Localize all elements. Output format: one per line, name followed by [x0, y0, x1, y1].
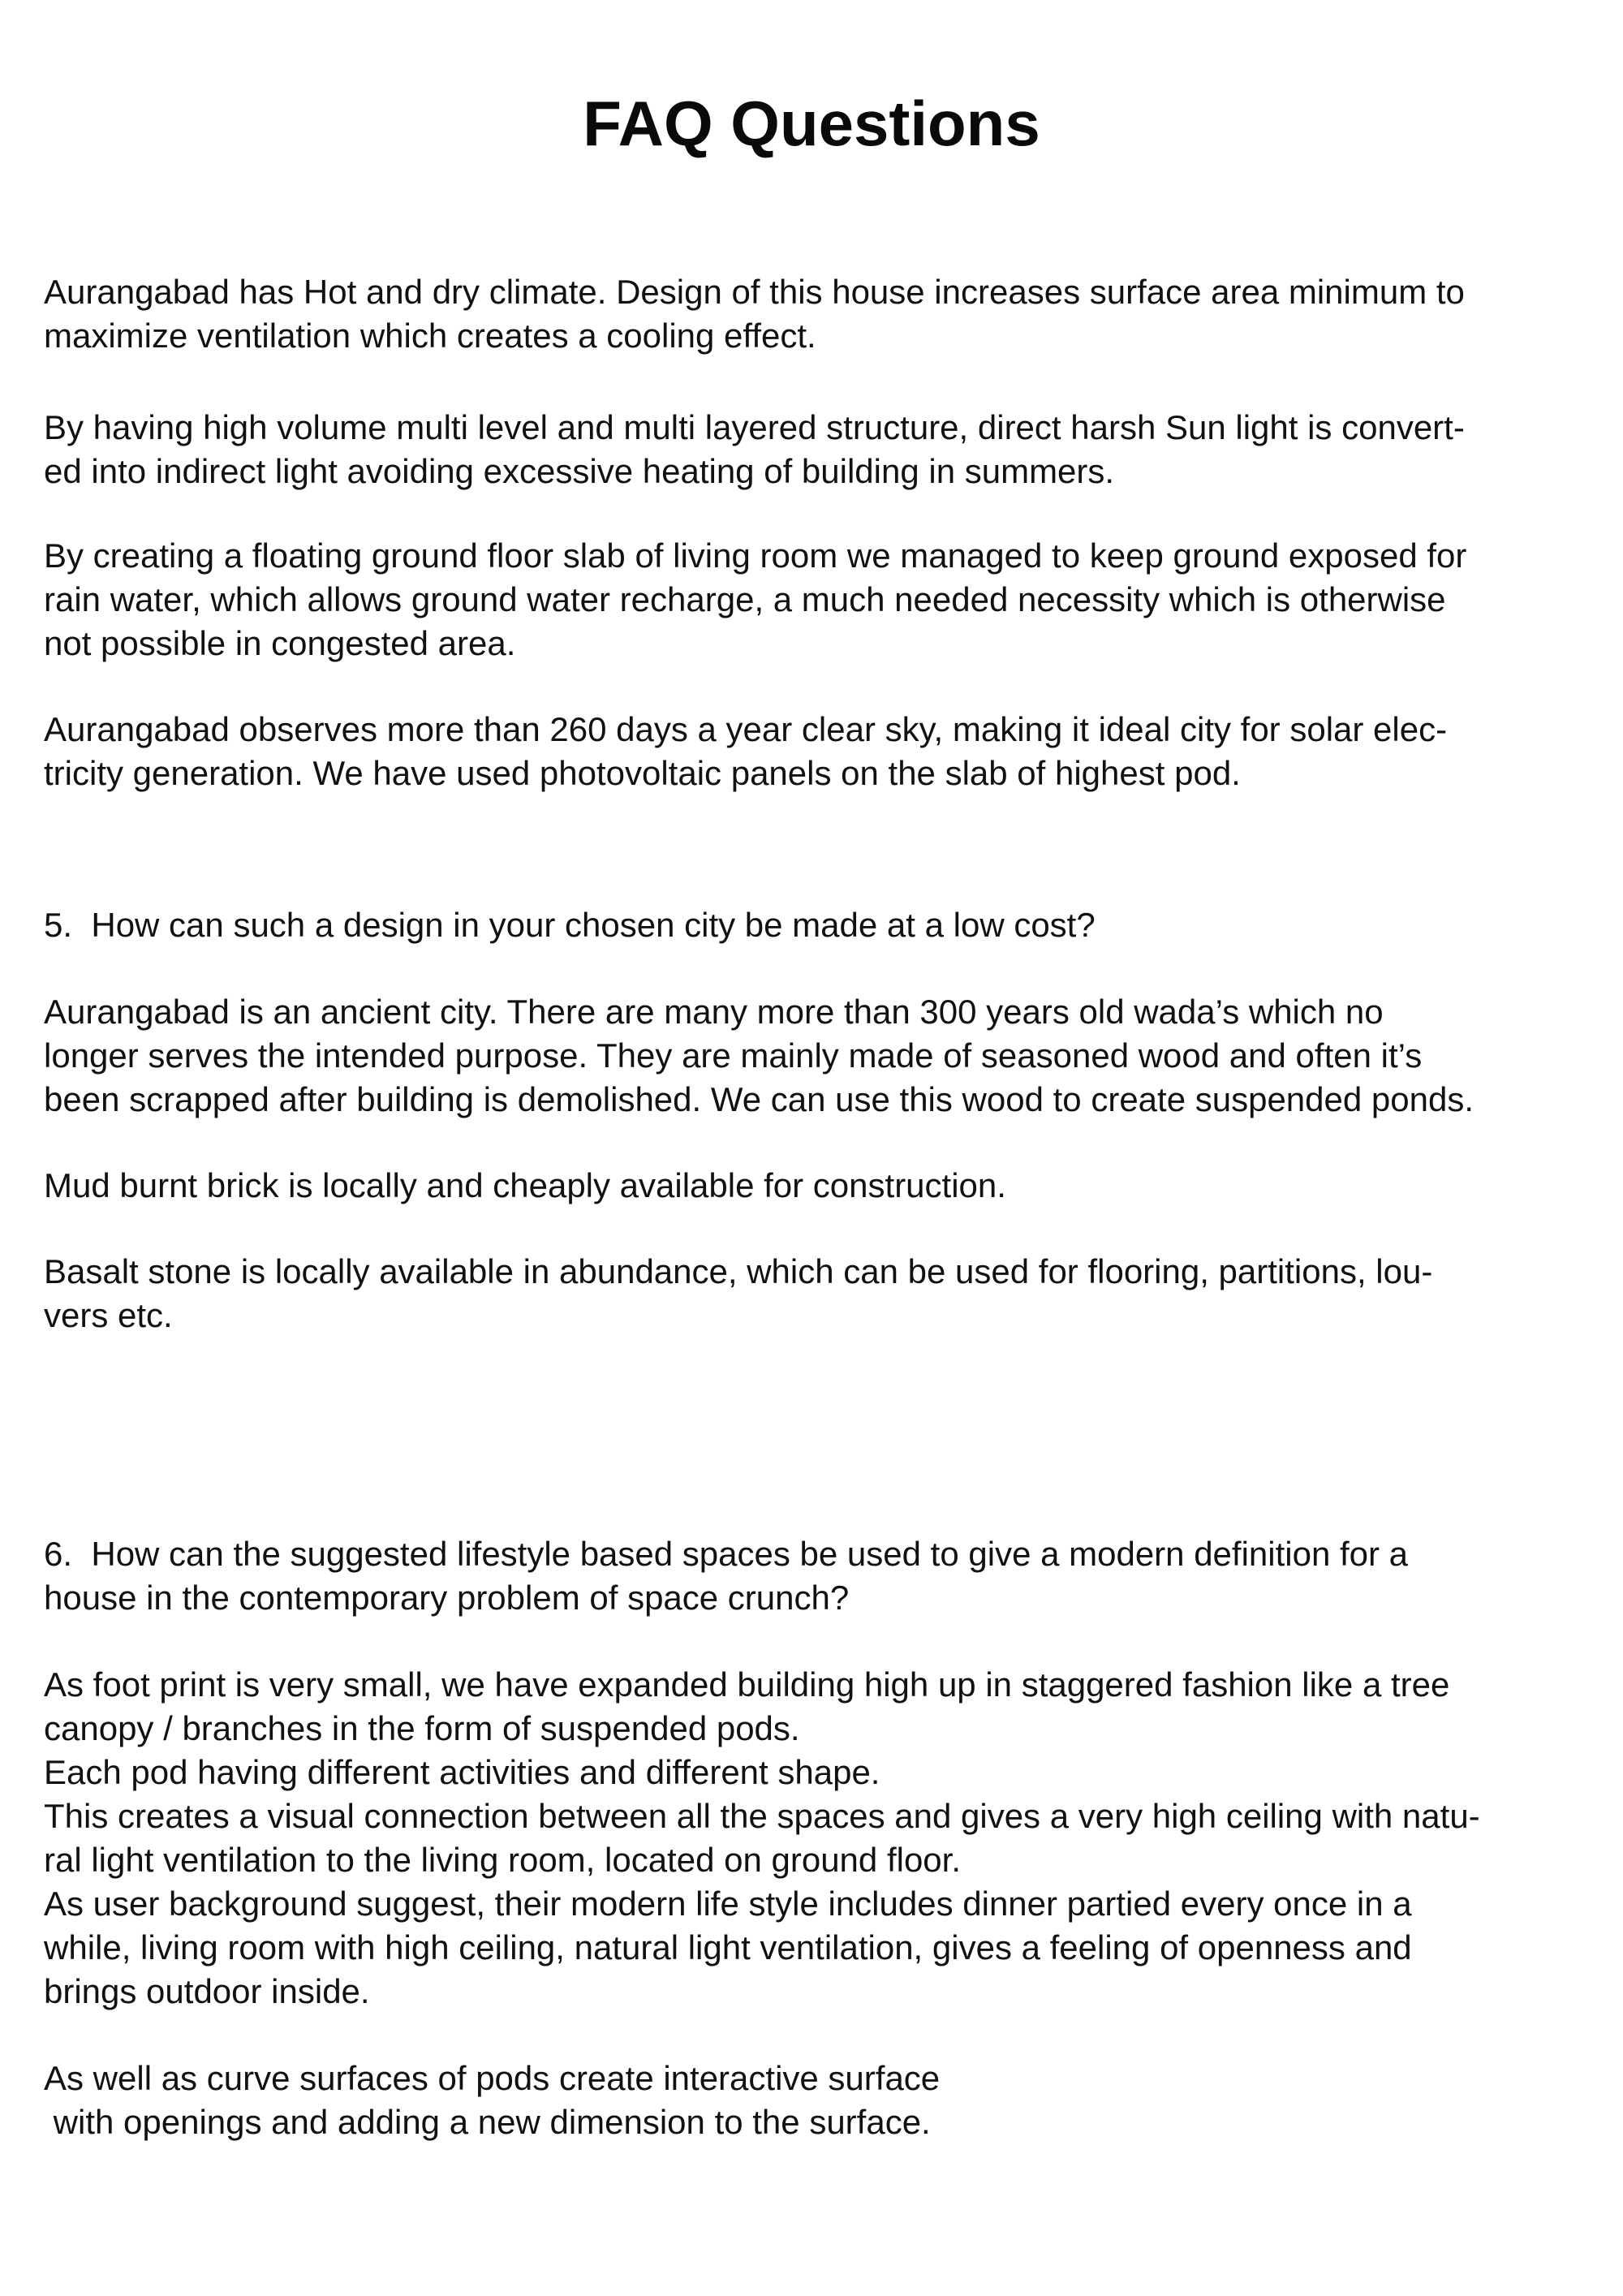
paragraph-ground-water — [44, 534, 1466, 666]
text-line: As user background suggest, their modern life style includes dinner partied every once in a — [44, 1885, 1412, 1923]
text-line: Aurangabad has Hot and dry climate. Design of this house increases surface area minimum to — [44, 273, 1465, 311]
text-line: 5. How can such a design in your chosen city be made at a low cost? — [44, 906, 1096, 944]
text-line: Mud burnt brick is locally and cheaply available for construction. — [44, 1166, 1006, 1204]
text-line: Aurangabad is an ancient city. There are many more than 300 years old wada’s which no — [44, 993, 1384, 1031]
paragraph-wood — [44, 990, 1474, 1122]
text-line: house in the contemporary problem of space crunch? — [44, 1579, 850, 1617]
text-line: By having high volume multi level and multi layered structure, direct harsh Sun light is convert- — [44, 408, 1465, 446]
paragraph-brick — [44, 1164, 1006, 1208]
text-line: By creating a floating ground floor slab of living room we managed to keep ground exposed for — [44, 536, 1467, 575]
text-line: 6. How can the suggested lifestyle based spaces be used to give a modern definition for a — [44, 1535, 1409, 1573]
text-line: maximize ventilation which creates a cooling effect. — [44, 317, 816, 355]
text-line: Aurangabad observes more than 260 days a year clear sky, making it ideal city for solar elec- — [44, 710, 1448, 748]
text-line: tricity generation. We have used photovoltaic panels on the slab of highest pod. — [44, 754, 1241, 792]
text-line: ral light ventilation to the living room, located on ground floor. — [44, 1841, 962, 1879]
question-5 — [44, 903, 1096, 947]
paragraph-curves — [44, 2057, 940, 2144]
question-6 — [44, 1532, 1408, 1620]
text-line: ed into indirect light avoiding excessive heating of building in summers. — [44, 452, 1115, 490]
text-line: longer serves the intended purpose. They are mainly made of seasoned wood and often it’s — [44, 1036, 1423, 1075]
paragraph-pods — [44, 1663, 1480, 2014]
paragraph-basalt — [44, 1250, 1432, 1338]
paragraph-sunlight — [44, 406, 1465, 493]
text-line: This creates a visual connection between all the spaces and gives a very high ceiling with natu- — [44, 1797, 1480, 1835]
text-line: As well as curve surfaces of pods create interactive surface — [44, 2059, 941, 2097]
text-line: vers etc. — [44, 1296, 173, 1334]
text-line: with openings and adding a new dimension to the surface. — [44, 2103, 931, 2141]
page-title: FAQ Questions — [583, 88, 1040, 159]
text-line: Each pod having different activities and different shape. — [44, 1753, 880, 1791]
text-line: canopy / branches in the form of suspended pods. — [44, 1709, 800, 1747]
text-line: not possible in congested area. — [44, 624, 516, 662]
text-line: while, living room with high ceiling, natural light ventilation, gives a feeling of openness and — [44, 1928, 1412, 1966]
text-line: brings outdoor inside. — [44, 1972, 370, 2010]
paragraph-climate — [44, 270, 1465, 358]
text-line: rain water, which allows ground water recharge, a much needed necessity which is otherwise — [44, 580, 1446, 618]
text-line: been scrapped after building is demolished. We can use this wood to create suspended ponds. — [44, 1080, 1474, 1118]
paragraph-solar — [44, 708, 1447, 795]
text-line: Basalt stone is locally available in abundance, which can be used for flooring, partitions, lou- — [44, 1252, 1433, 1290]
text-line: As foot print is very small, we have expanded building high up in staggered fashion like a tree — [44, 1665, 1450, 1704]
